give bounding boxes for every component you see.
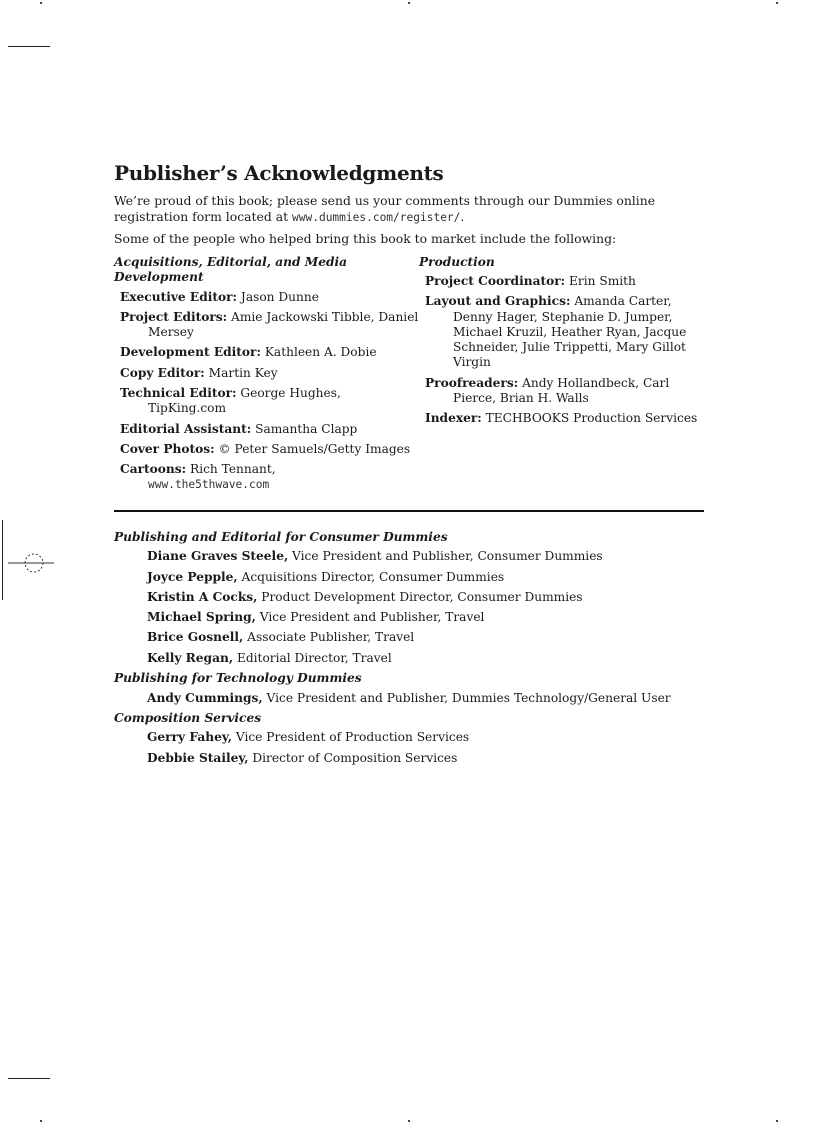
person-name: Brice Gosnell, <box>147 630 244 645</box>
person-role: Product Development Director, Consumer Dummies <box>257 589 583 604</box>
right-column <box>419 255 704 498</box>
credit-label: Layout and Graphics: <box>425 294 571 309</box>
person-role: Acquisitions Director, Consumer Dummies <box>237 569 505 584</box>
credit-value: Jason Dunne <box>237 289 319 304</box>
person-role: Vice President of Production Services <box>231 730 470 745</box>
group-heading: Publishing for Technology Dummies <box>114 671 362 686</box>
page-title: Publisher’s Acknowledgments <box>114 161 444 185</box>
person-role: Vice President and Publisher, Dummies Technology/General User <box>262 690 671 705</box>
group-technology-dummies <box>114 671 704 706</box>
crop-mark-left-vertical <box>2 520 3 600</box>
credits-columns <box>114 255 704 498</box>
crop-mark-bottom-left <box>8 1078 50 1079</box>
credit-label: Project Coordinator: <box>425 274 566 288</box>
section-divider <box>114 510 704 512</box>
section-heading: Production <box>419 254 495 269</box>
group-heading: Composition Services <box>114 710 262 725</box>
person-role: Associate Publisher, Travel <box>243 630 415 645</box>
corner-dot <box>776 2 778 4</box>
person-name: Kelly Regan, <box>147 650 234 665</box>
left-column <box>114 255 419 498</box>
credit-label: Development Editor: <box>120 345 261 360</box>
credit-entry <box>120 442 419 457</box>
person-name: Andy Cummings, <box>147 690 263 705</box>
register-url[interactable]: www.dummies.com/register/ <box>292 210 461 224</box>
credit-entry <box>425 294 704 370</box>
person-name: Kristin A Cocks, <box>147 589 258 604</box>
credit-value: Erin Smith <box>565 274 636 288</box>
credit-label: Copy Editor: <box>120 365 205 380</box>
corner-dot <box>40 2 42 4</box>
credit-entry <box>120 310 419 341</box>
section-heading: Acquisitions, Editorial, and Media Development <box>114 254 348 284</box>
person-entry <box>147 630 704 645</box>
crop-mark-top-left <box>8 46 50 47</box>
person-role: Vice President and Publisher, Travel <box>255 610 485 625</box>
person-role: Editorial Director, Travel <box>233 650 392 665</box>
person-role: Director of Composition Services <box>248 750 458 765</box>
person-name: Debbie Stailey, <box>147 750 249 765</box>
credit-entry <box>120 290 419 305</box>
person-name: Joyce Pepple, <box>147 569 238 584</box>
credit-value: George Hughes, TipKing.com <box>148 385 341 416</box>
credit-entry <box>425 376 704 407</box>
credit-value: Martin Key <box>204 365 278 380</box>
person-entry <box>147 610 704 625</box>
credit-label: Editorial Assistant: <box>120 421 252 436</box>
credit-value: Amanda Carter, Denny Hager, Stephanie D. Jumper, Michael Kruzil, Heather Ryan, Jacque Schneider, Julie Trippetti, Mary Gillot Virgin <box>453 294 687 370</box>
acknowledgments-page <box>114 160 704 771</box>
person-entry <box>147 751 704 766</box>
credit-entry <box>120 345 419 360</box>
person-name: Diane Graves Steele, <box>147 549 289 564</box>
credit-value: Andy Hollandbeck, Carl Pierce, Brian H. Walls <box>453 375 670 406</box>
credit-label: Project Editors: <box>120 309 228 324</box>
group-consumer-dummies <box>114 530 704 666</box>
person-entry <box>147 691 704 706</box>
person-entry <box>147 570 704 585</box>
person-entry <box>147 651 704 666</box>
credit-entry <box>120 422 419 437</box>
credit-entry <box>425 411 704 426</box>
credit-value: Samantha Clapp <box>251 421 358 436</box>
credit-value: TECHBOOKS Production Services <box>481 411 698 426</box>
credit-label: Technical Editor: <box>120 385 237 400</box>
credit-entry <box>425 274 704 289</box>
person-entry <box>147 730 704 745</box>
person-name: Gerry Fahey, <box>147 730 232 745</box>
corner-dot <box>408 1120 410 1122</box>
intro-tail: . <box>460 208 465 224</box>
credit-label: Indexer: <box>425 411 482 426</box>
corner-dot <box>40 1120 42 1122</box>
group-composition-services <box>114 711 704 766</box>
cartoons-url[interactable]: www.the5thwave.com <box>148 478 270 492</box>
corner-dot <box>776 1120 778 1122</box>
credit-label: Cover Photos: <box>120 441 215 456</box>
corner-dot <box>408 2 410 4</box>
credit-label: Proofreaders: <box>425 375 519 390</box>
credit-label: Executive Editor: <box>120 289 238 304</box>
credit-entry <box>120 462 419 493</box>
intro-text: We’re proud of this book; please send us your comments through our Dummies online registration form located at <box>114 193 656 224</box>
credit-value: Rich Tennant, <box>186 462 276 477</box>
person-entry <box>147 549 704 564</box>
credit-value: © Peter Samuels/Getty Images <box>214 441 411 456</box>
credit-value: Amie Jackowski Tibble, Daniel Mersey <box>148 309 419 340</box>
group-heading: Publishing and Editorial for Consumer Dummies <box>114 529 448 544</box>
person-entry <box>147 590 704 605</box>
credit-value: Kathleen A. Dobie <box>260 345 377 360</box>
intro-paragraph-2: Some of the people who helped bring this book to market include the following: <box>114 231 617 246</box>
person-role: Vice President and Publisher, Consumer Dummies <box>288 549 603 564</box>
credit-entry <box>120 386 419 417</box>
credit-label: Cartoons: <box>120 462 187 477</box>
person-name: Michael Spring, <box>147 610 256 625</box>
credit-entry <box>120 366 419 381</box>
intro-paragraph <box>114 193 704 225</box>
registration-mark-icon <box>6 548 56 578</box>
